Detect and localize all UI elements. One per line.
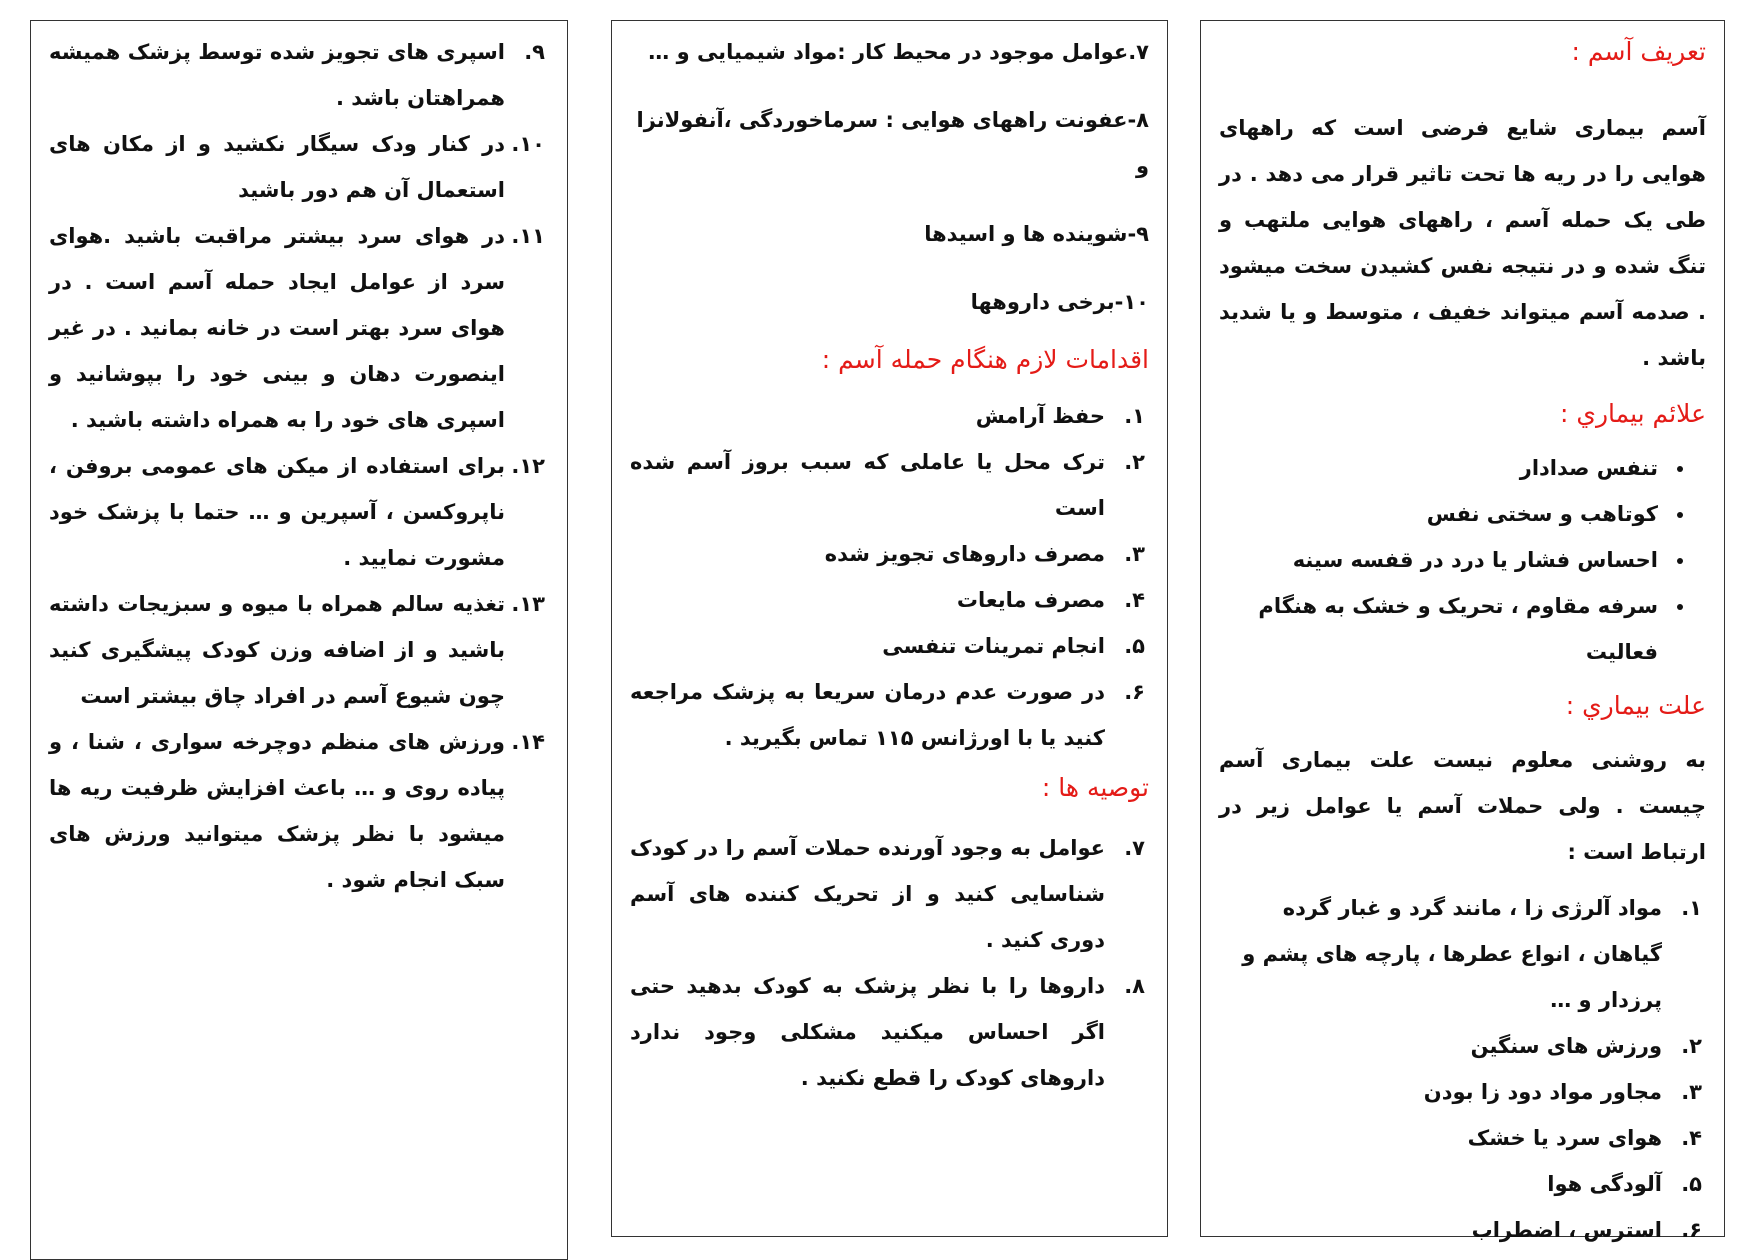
item-text: هوای سرد یا خشک xyxy=(1467,1126,1662,1150)
symptoms-heading: علائم بيماري : xyxy=(1560,399,1706,428)
cause-continued-item: ۷.عوامل موجود در محیط کار :مواد شیمیایی و … xyxy=(648,40,1149,64)
item-text: عوامل به وجود آورنده حملات آسم را در کودک شناسایی کنید و از تحریک کننده های آسم دوری کنید . xyxy=(630,836,1105,952)
list-item xyxy=(1219,1023,1706,1069)
item-text: استرس ، اضطراب xyxy=(1471,1218,1662,1242)
left-column xyxy=(30,20,568,1260)
item-number: ۲. xyxy=(1681,1034,1702,1058)
item-number: ۱۰. xyxy=(511,132,545,156)
item-number: ۳. xyxy=(1124,542,1145,566)
list-item xyxy=(49,213,549,443)
item-number: ۱۳. xyxy=(511,592,545,616)
item-number: ۴. xyxy=(1681,1126,1702,1150)
list-item xyxy=(1219,885,1706,1023)
attack-actions-heading: اقدامات لازم هنگام حمله آسم : xyxy=(821,345,1149,374)
item-number: ۴. xyxy=(1124,588,1145,612)
list-item: • تنفس صدادار xyxy=(1219,445,1664,491)
cause-continued-item: ۹-شوینده ها و اسیدها xyxy=(924,222,1149,246)
attack-actions-list xyxy=(630,393,1149,761)
item-number: ۵. xyxy=(1681,1172,1702,1196)
item-text: ورزش های سنگین xyxy=(1470,1034,1662,1058)
item-number: ۱. xyxy=(1124,404,1145,428)
item-number: ۳. xyxy=(1681,1080,1702,1104)
item-number: ۹. xyxy=(524,40,545,64)
cause-continued-item: ۸-عفونت راههای هوایی : سرماخوردگی ،آنفولانزا و xyxy=(636,108,1149,178)
list-item xyxy=(630,963,1149,1101)
list-item xyxy=(49,581,549,719)
recommendations-list xyxy=(630,825,1149,1101)
list-item xyxy=(49,443,549,581)
list-item xyxy=(630,825,1149,963)
cause-continued-item: ۱۰-برخی داروهها xyxy=(970,290,1149,314)
list-item xyxy=(630,531,1149,577)
list-item xyxy=(1219,1115,1706,1161)
list-item xyxy=(49,719,549,903)
list-item xyxy=(630,439,1149,531)
item-text: داروها را با نظر پزشک به کودک بدهید حتی اگر احساس میکنید مشکلی وجود ندارد داروهای کودک را قطع نکنید . xyxy=(630,974,1105,1090)
cause-intro: به روشنی معلوم نیست علت بیماری آسم چیست . ولی حملات آسم یا عوامل زیر در ارتباط است : xyxy=(1219,748,1706,864)
item-text: در صورت عدم درمان سریعا به پزشک مراجعه کنید یا با اورژانس ۱۱۵ تماس بگیرید . xyxy=(630,680,1105,750)
list-item: • کوتاهب و سختی نفس xyxy=(1219,491,1664,537)
list-item: • احساس فشار یا درد در قفسه سینه xyxy=(1219,537,1664,583)
item-text: برای استفاده از میکن های عمومی بروفن ، ناپروکسن ، آسپرین و … حتما با پزشک خود مشورت نمایید . xyxy=(49,454,505,570)
list-item xyxy=(1219,1069,1706,1115)
symptoms-list xyxy=(1219,445,1706,675)
recommendations-heading: توصیه ها : xyxy=(1041,773,1149,802)
item-text: تغذیه سالم همراه با میوه و سبزیجات داشته باشید و از اضافه وزن کودک پیشگیری کنید چون شیوع آسم در افراد چاق بیشتر است xyxy=(49,592,505,708)
item-text: در کنار ودک سیگار نکشید و از مکان های استعمال آن هم دور باشید xyxy=(49,132,505,202)
item-text: حفظ آرامش xyxy=(975,404,1105,428)
list-item: • سرفه مقاوم ، تحریک و خشک به هنگام فعالیت xyxy=(1219,583,1664,675)
right-column xyxy=(1200,20,1725,1242)
item-text: ورزش های منظم دوچرخه سواری ، شنا ، و پیاده روی و … باعث افزایش ظرفیت ریه ها میشود با نظر پزشک میتوانید ورزش های سبک انجام شود . xyxy=(49,730,505,892)
item-number: ۱۱. xyxy=(511,224,545,248)
item-number: ۲. xyxy=(1124,450,1145,474)
item-number: ۱. xyxy=(1681,896,1702,920)
list-item xyxy=(630,577,1149,623)
cause-heading: علت بيماري : xyxy=(1565,691,1706,720)
item-text: مصرف داروهای تجویز شده xyxy=(824,542,1105,566)
list-item xyxy=(630,669,1149,761)
cause-list xyxy=(1219,885,1706,1253)
item-number: ۶. xyxy=(1124,680,1145,704)
item-number: ۸. xyxy=(1124,974,1145,998)
item-text: اسپری های تجویز شده توسط پزشک همیشه همراهتان باشد . xyxy=(49,40,505,110)
item-text: در هوای سرد بیشتر مراقبت باشید .هوای سرد از عوامل ایجاد حمله آسم است . در هوای سرد بهتر است در خانه بمانید . در غیر اینصورت دهان و بینی خود را بپوشانید و اسپری های خود را به همراه داشته باشید . xyxy=(49,224,505,432)
item-number: ۵. xyxy=(1124,634,1145,658)
item-text: آلودگی هوا xyxy=(1547,1172,1662,1196)
recommendations-continued-list xyxy=(49,29,549,903)
list-item xyxy=(1219,1207,1706,1253)
item-text: مجاور مواد دود زا بودن xyxy=(1423,1080,1662,1104)
item-text: مواد آلرژی زا ، مانند گرد و غبار گرده گیاهان ، انواع عطرها ، پارچه های پشم و پرزدار و … xyxy=(1242,896,1662,1012)
item-text: انجام تمرینات تنفسی xyxy=(882,634,1105,658)
list-item xyxy=(630,623,1149,669)
item-number: ۱۴. xyxy=(511,730,545,754)
item-text: مصرف مایعات xyxy=(956,588,1105,612)
item-number: ۶. xyxy=(1681,1218,1702,1242)
list-item xyxy=(49,29,549,121)
list-item xyxy=(630,393,1149,439)
definition-text: آسم بیماری شایع فرضی است که راههای هوایی را در ریه ها تحت تاثیر قرار می دهد . در طی یک حمله آسم ، راههای هوایی ملتهب و تنگ شده و در نتیجه نفس کشیدن سخت میشود . صدمه آسم میتواند خفیف ، متوسط و یا شدید باشد . xyxy=(1219,116,1706,370)
definition-heading: تعريف آسم : xyxy=(1571,37,1706,66)
list-item xyxy=(1219,1161,1706,1207)
item-number: ۷. xyxy=(1124,836,1145,860)
item-number: ۱۲. xyxy=(511,454,545,478)
list-item xyxy=(49,121,549,213)
item-text: ترک محل یا عاملی که سبب بروز آسم شده است xyxy=(630,450,1105,520)
middle-column xyxy=(611,20,1168,1237)
